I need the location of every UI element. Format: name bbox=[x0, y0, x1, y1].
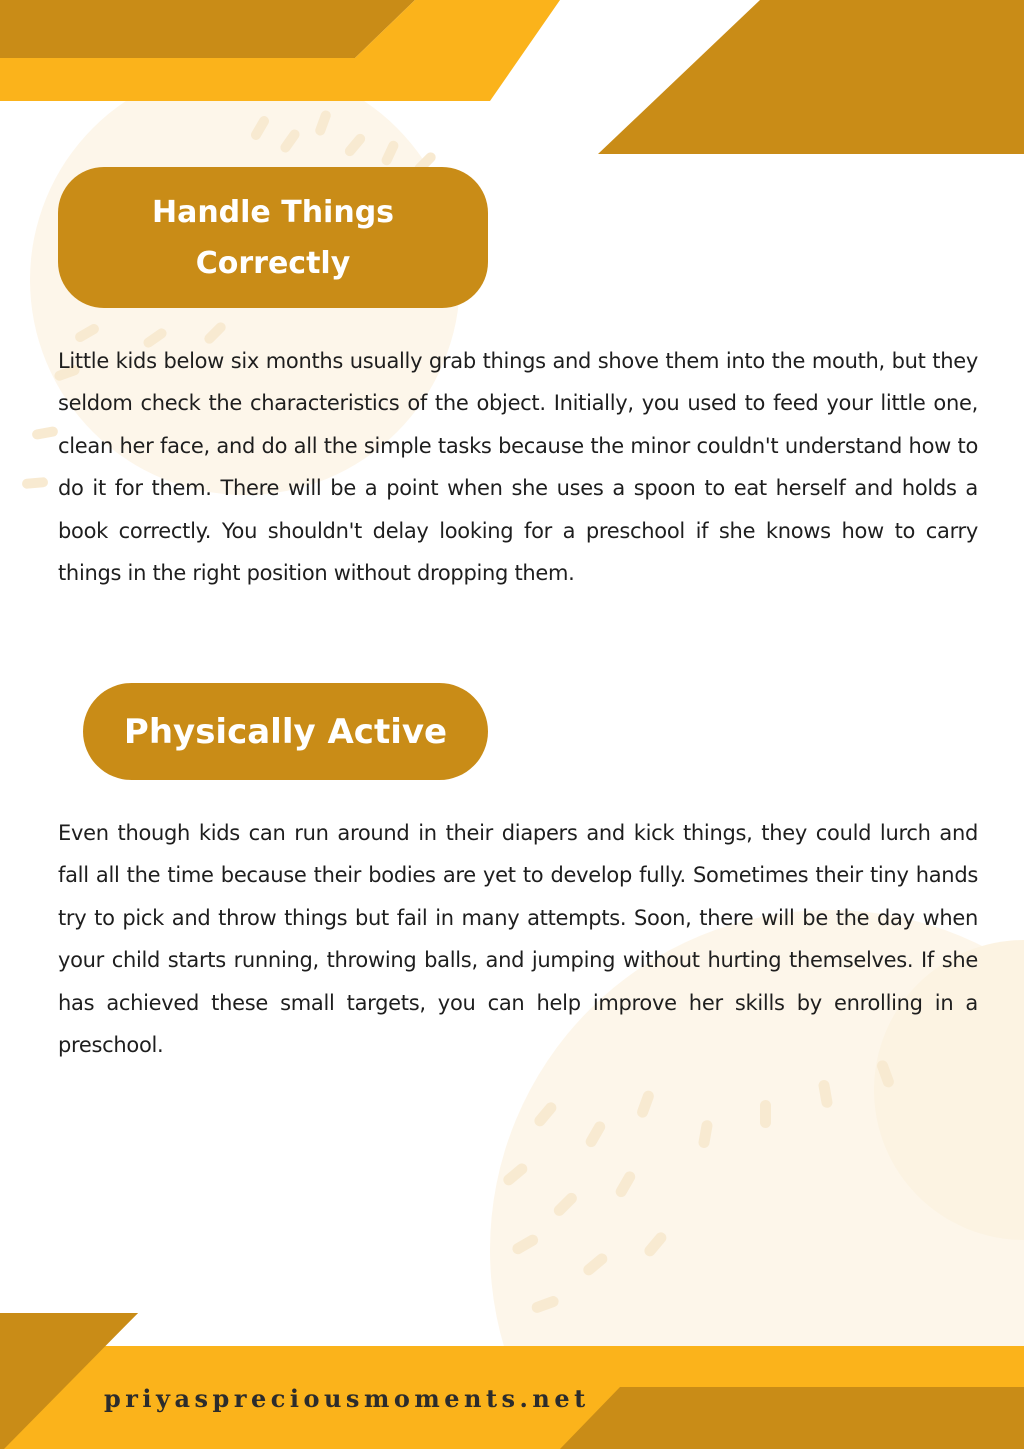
section-body-handle-things: Little kids below six months usually grab things and shove them into the mouth, but they seldom check the characteristics of the object. Initially, you used to feed your little one, clean her face, and do all the simple tasks because the minor couldn't understand how to do it for them. There will be a point when she uses a spoon to eat herself and holds a book correctly. You shouldn't delay looking for a preschool if she knows how to carry things in the right position without dropping them. bbox=[58, 349, 978, 586]
corner-shape-top-right bbox=[598, 0, 1024, 154]
section-heading-physically-active bbox=[83, 683, 488, 780]
footer-website: priyaspreciousmoments.net bbox=[104, 1384, 590, 1413]
heading-text: Physically Active bbox=[123, 711, 448, 752]
corner-shape-top-left-dark bbox=[0, 0, 415, 58]
section-heading-handle-things bbox=[58, 167, 488, 308]
bottom-band-dark-right bbox=[560, 1387, 1024, 1449]
section-body-physically-active: Even though kids can run around in their diapers and kick things, they could lurch and fall all the time because their bodies are yet to develop fully. Sometimes their tiny hands try to pick and throw things but fail in many attempts. Soon, there will be the day when your child starts running, throwing balls, and jumping without hurting themselves. If she has achieved these small targets, you can help improve her skills by enrolling in a preschool. bbox=[58, 821, 978, 1058]
heading-text: Handle Things Correctly bbox=[151, 194, 395, 281]
